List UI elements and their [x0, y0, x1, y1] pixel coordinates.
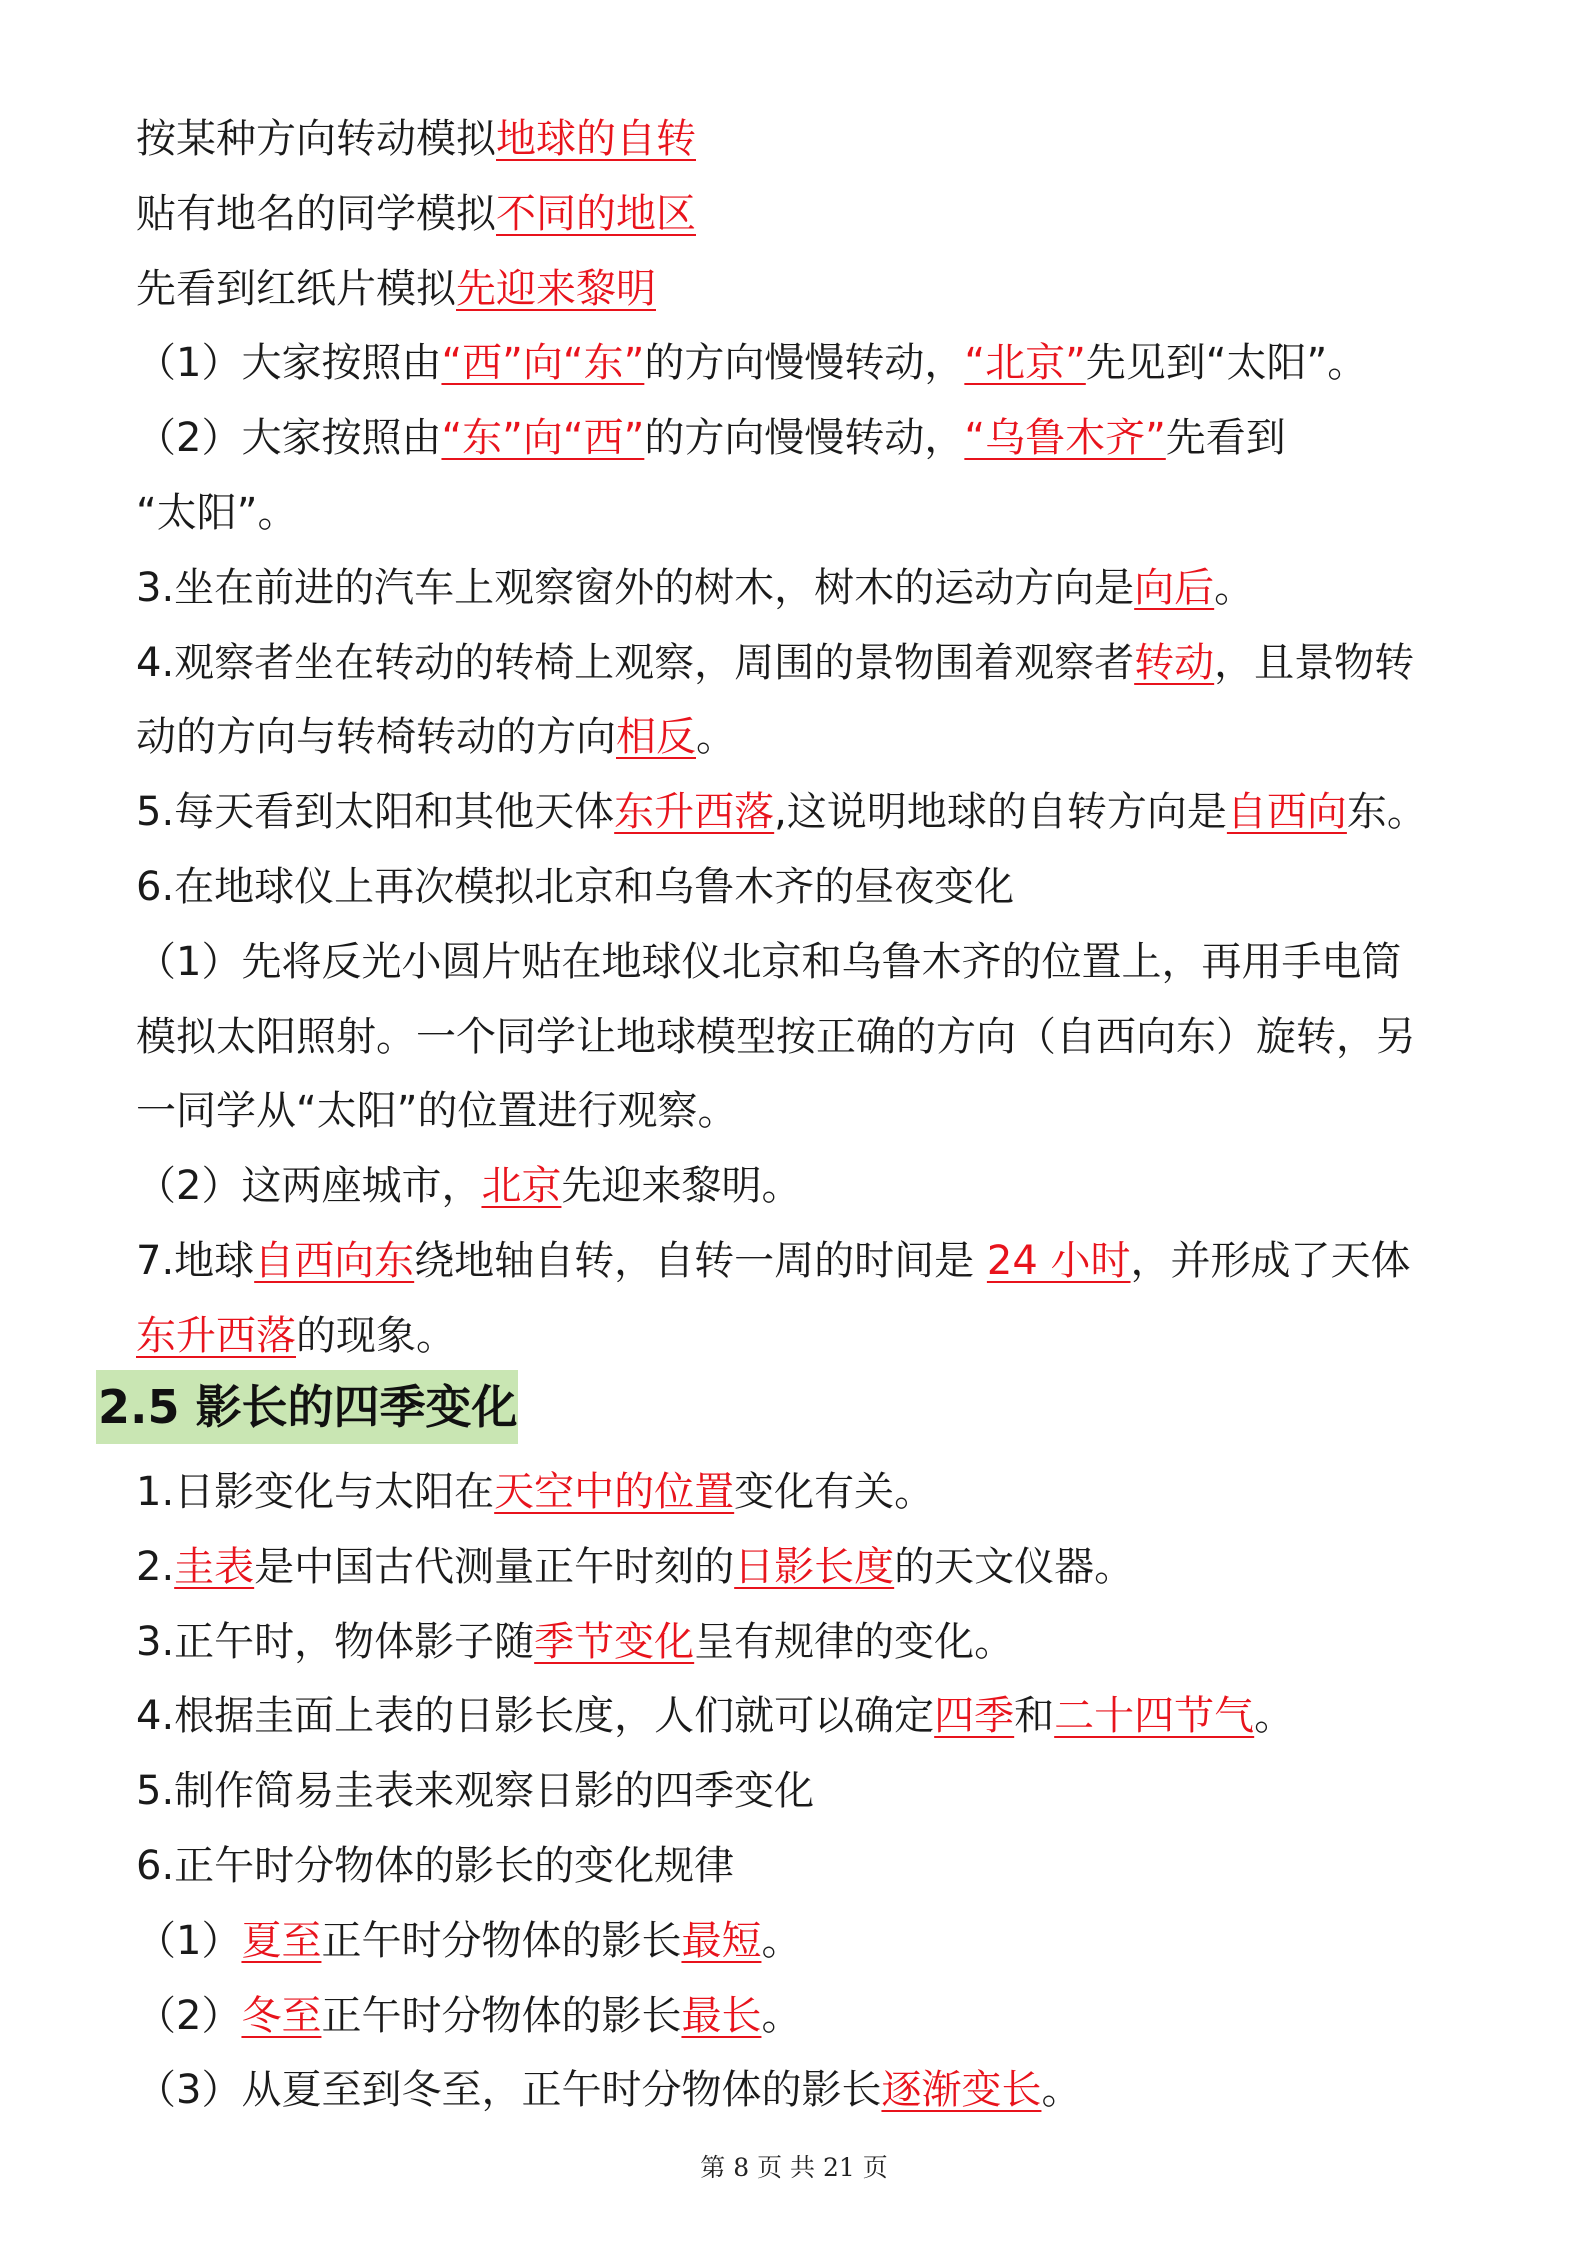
text-line [136, 335, 1508, 391]
line-text: 先迎来黎明。 [561, 1163, 802, 1210]
text-line [136, 1083, 1508, 1139]
line-text: （2）大家按照由 [136, 415, 442, 462]
text-line [136, 1308, 1508, 1364]
text-line [136, 1464, 1508, 1520]
line-text: 。 [1041, 2067, 1082, 2114]
text-line [136, 709, 1508, 765]
line-text: 。 [761, 1992, 802, 2039]
line-text: 的现象。 [296, 1312, 456, 1359]
line-text: 模拟太阳照射。一个同学让地球模型按正确的方向（自西向东）旋转，另 [136, 1013, 1416, 1060]
line-text: 2. [136, 1543, 175, 1590]
answer-text: 二十四节气 [1054, 1693, 1255, 1740]
line-text: （2）这两座城市， [136, 1163, 482, 1210]
text-line [136, 1838, 1508, 1894]
answer-text: “东”向“西” [441, 415, 645, 462]
text-line [136, 784, 1508, 840]
line-text: 1.日影变化与太阳在 [136, 1469, 495, 1515]
answer-text: 转动 [1134, 639, 1215, 686]
answer-text: 四季 [934, 1693, 1015, 1740]
answer-text: “西”向“东” [441, 340, 645, 387]
line-text: 正午时分物体的影长 [321, 1917, 682, 1964]
line-text: 4.观察者坐在转动的转椅上观察，周围的景物围着观察者 [136, 639, 1135, 686]
text-line [136, 111, 1508, 167]
answer-text: “北京” [964, 340, 1086, 387]
line-text: 先看到 [1165, 415, 1286, 462]
section-heading: 2.5 影长的四季变化 [96, 1370, 518, 1444]
answer-text: 夏至 [241, 1917, 322, 1964]
answer-text: 先迎来黎明 [456, 265, 656, 312]
answer-text: 自西向 [1226, 789, 1347, 836]
text-line [136, 859, 1508, 915]
line-text: 和 [1014, 1693, 1055, 1740]
line-text: ,这说明地球的自转方向是 [774, 789, 1227, 836]
line-text: （1）先将反光小圆片贴在地球仪北京和乌鲁木齐的位置上，再用手电筒 [136, 938, 1402, 985]
answer-text: 向后 [1134, 564, 1215, 611]
line-text: 东。 [1346, 789, 1427, 836]
answer-text: 相反 [616, 714, 696, 761]
line-text: 的天文仪器。 [894, 1543, 1135, 1590]
text-line [136, 1539, 1508, 1595]
text-line [136, 1233, 1508, 1289]
line-text: 是中国古代测量正午时刻的 [254, 1543, 735, 1590]
line-text: 7.地球 [136, 1238, 255, 1284]
text-line [136, 186, 1508, 242]
line-text: 5.每天看到太阳和其他天体 [136, 789, 615, 836]
answer-text: “乌鲁木齐” [964, 415, 1166, 462]
line-text: 贴有地名的同学模拟 [136, 190, 496, 237]
line-text: 的方向慢慢转动， [644, 340, 965, 387]
text-line [136, 1988, 1508, 2044]
answer-text: 圭表 [174, 1543, 255, 1590]
text-line [136, 560, 1508, 616]
text-line [136, 410, 1508, 466]
line-text: 6.正午时分物体的影长的变化规律 [136, 1843, 735, 1889]
line-text: 动的方向与转椅转动的方向 [136, 714, 616, 761]
line-text: （3）从夏至到冬至，正午时分物体的影长 [136, 2067, 882, 2114]
text-line [136, 1913, 1508, 1969]
text-line [136, 1763, 1508, 1819]
text-line [136, 1009, 1508, 1065]
line-text: 按某种方向转动模拟 [136, 116, 496, 162]
text-line [136, 1688, 1508, 1744]
line-text: ，并形成了天体 [1130, 1238, 1411, 1284]
text-line [136, 485, 1508, 541]
line-text: 。 [1214, 564, 1255, 611]
line-text: 。 [696, 714, 736, 761]
line-text: 4.根据圭面上表的日影长度，人们就可以确定 [136, 1693, 935, 1740]
answer-text: 日影长度 [734, 1543, 895, 1590]
text-line [136, 2062, 1508, 2118]
answer-text: 逐渐变长 [881, 2067, 1042, 2114]
line-text: 变化有关。 [734, 1469, 935, 1515]
page-footer: 第 8 页 共 21 页 [700, 2153, 888, 2182]
text-line [136, 1158, 1508, 1214]
answer-text: 最短 [681, 1917, 762, 1964]
text-line [136, 635, 1508, 691]
line-text: 。 [761, 1917, 802, 1964]
line-text: （1）大家按照由 [136, 340, 442, 387]
answer-text: 冬至 [241, 1992, 322, 2039]
line-text: 。 [1254, 1693, 1295, 1740]
answer-text: 地球的自转 [496, 116, 696, 162]
line-text: 先看到红纸片模拟 [136, 265, 456, 312]
answer-text: 东升西落 [614, 789, 775, 836]
answer-text: 东升西落 [136, 1312, 296, 1359]
line-text: “太阳”。 [136, 490, 298, 536]
answer-text: 季节变化 [534, 1618, 695, 1665]
line-text: ，且景物转 [1214, 639, 1415, 686]
answer-text: 不同的地区 [496, 190, 696, 237]
line-text: 一同学从“太阳”的位置进行观察。 [136, 1088, 738, 1135]
line-text: （2） [136, 1992, 242, 2039]
line-text: 3.正午时，物体影子随 [136, 1618, 535, 1665]
answer-text: 24 小时 [986, 1238, 1131, 1284]
line-text: （1） [136, 1917, 242, 1964]
line-text: 的方向慢慢转动， [644, 415, 965, 462]
line-text: 5.制作简易圭表来观察日影的四季变化 [136, 1768, 815, 1815]
answer-text: 北京 [481, 1163, 562, 1210]
text-line [136, 1614, 1508, 1670]
text-line [136, 261, 1508, 317]
line-text: 正午时分物体的影长 [321, 1992, 682, 2039]
line-text: 绕地轴自转，自转一周的时间是 [414, 1238, 987, 1284]
answer-text: 最长 [681, 1992, 762, 2039]
line-text: 先见到“太阳”。 [1085, 340, 1368, 387]
line-text: 呈有规律的变化。 [694, 1618, 1015, 1665]
answer-text: 自西向东 [254, 1238, 415, 1284]
line-text: 6.在地球仪上再次模拟北京和乌鲁木齐的昼夜变化 [136, 864, 1015, 910]
line-text: 3.坐在前进的汽车上观察窗外的树木，树木的运动方向是 [136, 564, 1135, 611]
answer-text: 天空中的位置 [494, 1469, 735, 1515]
text-line [136, 934, 1508, 990]
